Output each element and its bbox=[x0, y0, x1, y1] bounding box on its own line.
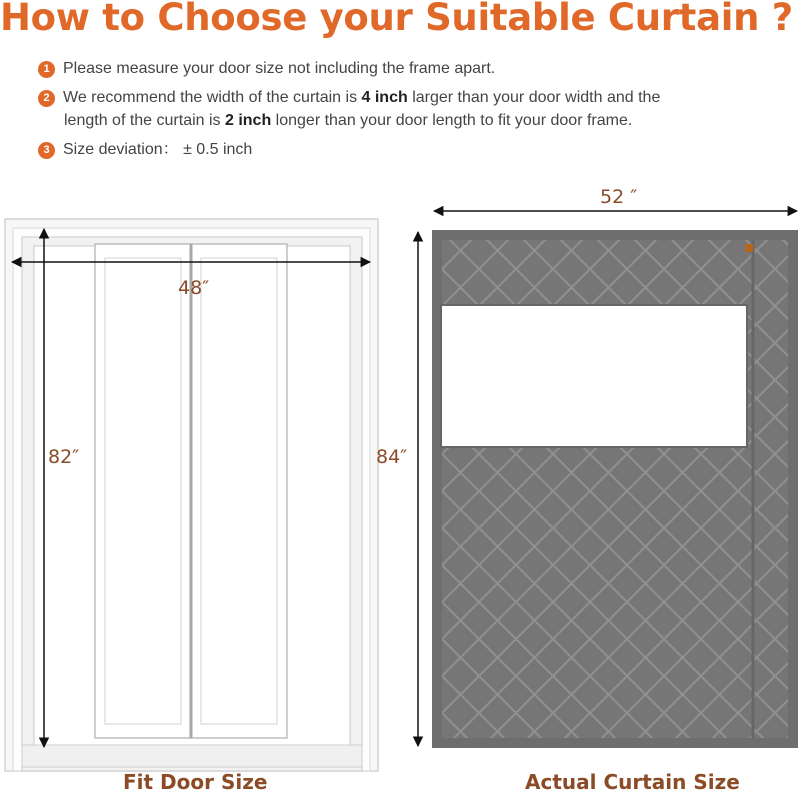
step-2-bold-width: 4 inch bbox=[361, 89, 408, 106]
curtain-caption: Actual Curtain Size bbox=[525, 770, 740, 794]
page-title: How to Choose your Suitable Curtain ? bbox=[0, 0, 793, 39]
step-2-text-b: larger than your door width and the bbox=[407, 89, 661, 106]
door-height-label: 82″ bbox=[48, 446, 80, 468]
step-2-text-a: We recommend the width of the curtain is bbox=[63, 89, 362, 106]
step-number-3: 3 bbox=[38, 142, 55, 159]
door-caption: Fit Door Size bbox=[123, 770, 268, 794]
step-2-bold-length: 2 inch bbox=[224, 112, 272, 129]
step-2-text-c: length of the curtain is bbox=[64, 112, 225, 129]
step-1-text: Please measure your door size not including the frame apart. bbox=[63, 60, 496, 77]
sliding-door-icon bbox=[5, 219, 378, 771]
curtain-width-label: 52 ″ bbox=[600, 186, 638, 208]
step-number-2: 2 bbox=[38, 90, 55, 107]
step-number-1: 1 bbox=[38, 61, 55, 78]
curtain-height-label: 84″ bbox=[376, 446, 408, 468]
step-3-text: Size deviation： ± 0.5 inch bbox=[63, 141, 253, 158]
step-2-text-d: longer than your door length to fit your door frame. bbox=[271, 112, 633, 129]
curtain-icon bbox=[432, 230, 798, 748]
door-width-label: 48″ bbox=[178, 277, 210, 299]
